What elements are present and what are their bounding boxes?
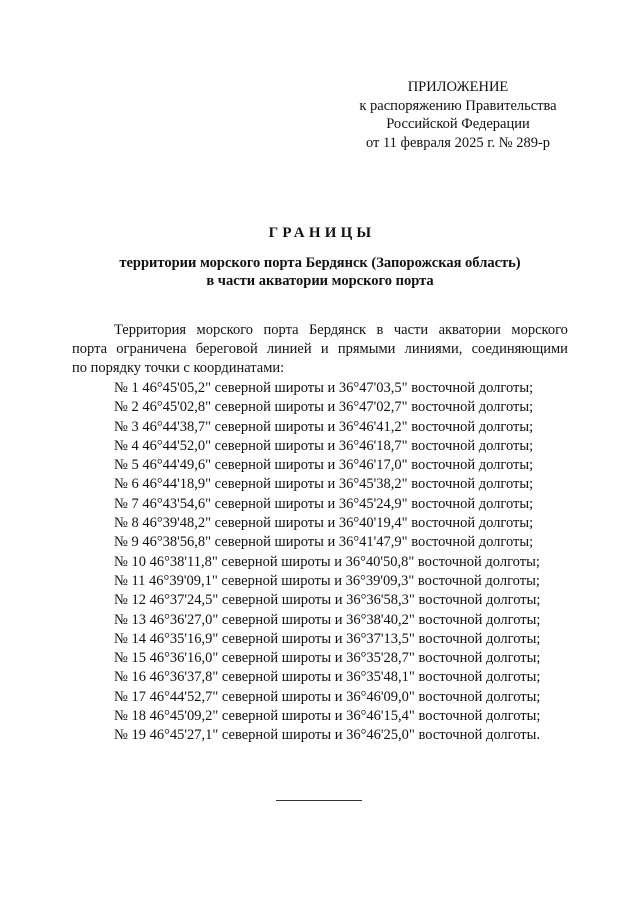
- coordinate-point: № 13 46°36'27,0" северной широты и 36°38'40,2" восточной долготы;: [114, 611, 541, 628]
- coordinate-point: № 12 46°37'24,5" северной широты и 36°36'58,3" восточной долготы;: [114, 592, 541, 609]
- coordinate-point: № 8 46°39'48,2" северной широты и 36°40'19,4" восточной долготы;: [114, 515, 534, 532]
- coordinate-point: № 7 46°43'54,6" северной широты и 36°45'24,9" восточной долготы;: [114, 495, 534, 512]
- appendix-date-number: от 11 февраля 2025 г. № 289-р: [365, 134, 551, 151]
- intro-word: и: [320, 341, 329, 358]
- coordinate-point: № 3 46°44'38,7" северной широты и 36°46'41,2" восточной долготы;: [114, 418, 534, 435]
- intro-word: части: [393, 322, 429, 338]
- intro-word: линией: [266, 341, 312, 358]
- coordinate-point: № 5 46°44'49,6" северной широты и 36°46'17,0" восточной долготы;: [114, 457, 534, 474]
- coordinate-point: № 1 46°45'05,2" северной широты и 36°47'03,5" восточной долготы;: [114, 380, 534, 396]
- coordinate-point: № 19 46°45'27,1" северной широты и 36°46'25,0" восточной долготы.: [114, 727, 540, 744]
- intro-word: ограничена: [116, 341, 187, 358]
- intro-word: морского: [511, 322, 568, 338]
- coordinate-point: № 6 46°44'18,9" северной широты и 36°45'38,2" восточной долготы;: [114, 476, 534, 493]
- intro-word: порта: [263, 322, 299, 338]
- coordinate-point: № 16 46°36'37,8" северной широты и 36°35'48,1" восточной долготы;: [114, 669, 541, 686]
- intro-word: прямыми: [337, 341, 396, 358]
- appendix-government: Российской Федерации: [386, 116, 530, 133]
- intro-word: береговой: [195, 341, 258, 358]
- coordinate-point: № 2 46°45'02,8" северной широты и 36°47'02,7" восточной долготы;: [114, 399, 534, 416]
- coordinate-point: № 11 46°39'09,1" северной широты и 36°39'09,3" восточной долготы;: [114, 572, 540, 589]
- coordinate-point: № 18 46°45'09,2" северной широты и 36°46'15,4" восточной долготы;: [114, 708, 541, 725]
- intro-word: Бердянск: [308, 322, 367, 338]
- intro-line-2: [72, 340, 568, 359]
- document-title: ГРАНИЦЫ: [268, 225, 376, 241]
- coordinate-point: № 14 46°35'16,9" северной широты и 36°37'13,5" восточной долготы;: [114, 630, 541, 647]
- intro-word: порта: [72, 341, 108, 358]
- closing-separator-line: [276, 800, 362, 801]
- appendix-order-ref: к распоряжению Правительства: [359, 97, 557, 114]
- intro-word: соединяющими: [471, 341, 568, 358]
- coordinate-point: № 15 46°36'16,0" северной широты и 36°35'28,7" восточной долготы;: [114, 650, 541, 667]
- intro-line-1: [72, 321, 568, 340]
- subtitle-line-1: территории морского порта Бердянск (Запорожская область): [119, 255, 521, 271]
- document-subtitle: [72, 254, 568, 290]
- appendix-label: ПРИЛОЖЕНИЕ: [407, 79, 509, 95]
- coordinate-point: № 9 46°38'56,8" северной широты и 36°41'47,9" восточной долготы;: [114, 534, 534, 551]
- intro-paragraph: [72, 321, 568, 379]
- coordinate-points-list: [114, 379, 540, 746]
- intro-word: линиями,: [404, 341, 463, 358]
- appendix-header: [330, 78, 586, 152]
- intro-word: Территория: [114, 322, 187, 338]
- intro-word: в: [376, 322, 384, 338]
- subtitle-line-2: в части акватории морского порта: [206, 273, 434, 289]
- title-block: [72, 225, 568, 290]
- coordinate-point: № 10 46°38'11,8" северной широты и 36°40'50,8" восточной долготы;: [114, 553, 540, 570]
- intro-line-3: по порядку точки с координатами:: [72, 360, 285, 377]
- intro-word: морского: [196, 322, 254, 338]
- coordinate-point: № 17 46°44'52,7" северной широты и 36°46'09,0" восточной долготы;: [114, 688, 541, 705]
- intro-word: акватории: [438, 322, 501, 338]
- coordinate-point: № 4 46°44'52,0" северной широты и 36°46'18,7" восточной долготы;: [114, 437, 534, 454]
